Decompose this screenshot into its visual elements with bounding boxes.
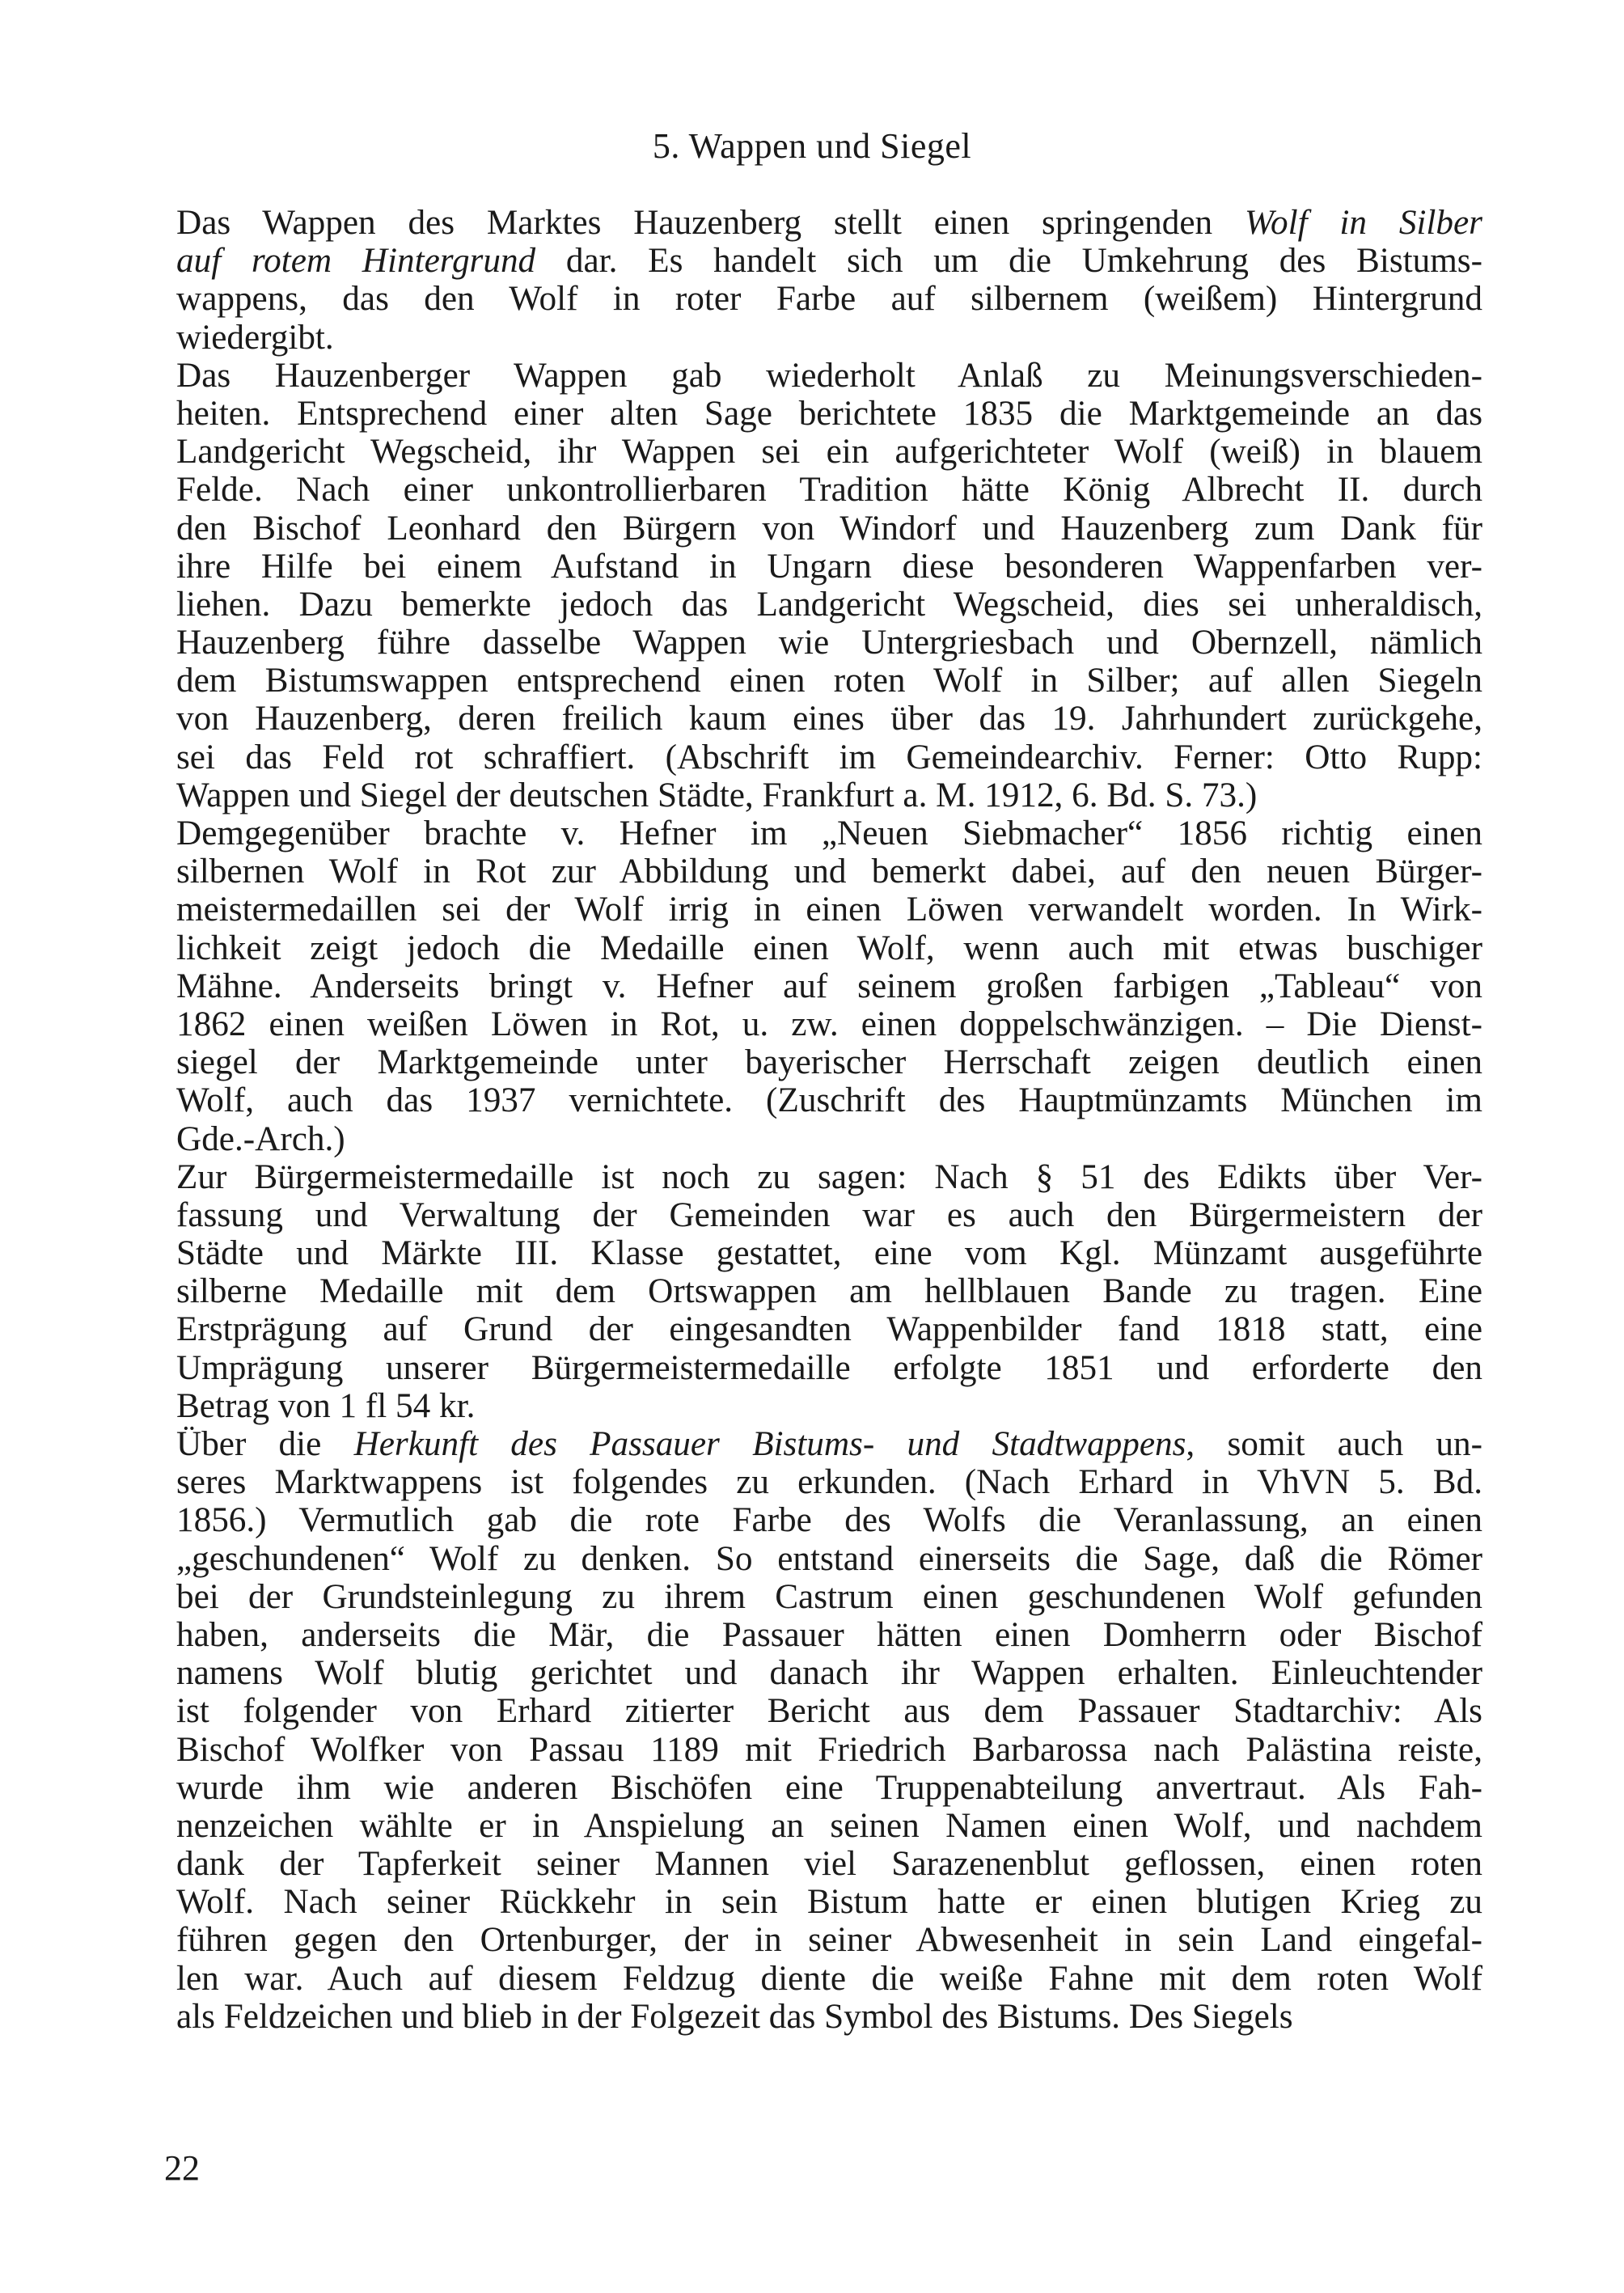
text-line: Das Hauzenberger Wappen gab wiederholt Anlaß zu Meinungsverschieden- (176, 356, 1482, 395)
text-line: Wolf, auch das 1937 vernichtete. (Zuschrift des Hauptmünzamts München im (176, 1081, 1482, 1120)
text-line: wiedergibt. (176, 318, 334, 357)
text-line: haben, anderseits die Mär, die Passauer hätten einen Domherrn oder Bischof (176, 1615, 1482, 1654)
text-line: Gde.-Arch.) (176, 1119, 345, 1158)
text-line: Landgericht Wegscheid, ihr Wappen sei ein aufgerichteter Wolf (weiß) in blauem (176, 433, 1482, 472)
text-line: von Hauzenberg, deren freilich kaum eines über das 19. Jahrhundert zurückgehe, (176, 700, 1482, 738)
text-line: namens Wolf blutig gerichtet und danach ihr Wappen erhalten. Einleuchtender (176, 1654, 1482, 1693)
body-text (176, 204, 1482, 2036)
text-line: Demgegenüber brachte v. Hefner im „Neuen Siebmacher“ 1856 richtig einen (176, 814, 1482, 852)
text-line: 1862 einen weißen Löwen in Rot, u. zw. einen doppelschwänzigen. – Die Dienst- (176, 1005, 1482, 1043)
section-heading: 5. Wappen und Siegel (652, 126, 972, 166)
text-line: Mähne. Anderseits bringt v. Hefner auf seinem großen farbigen „Tableau“ von (176, 967, 1482, 1005)
text-line: Hauzenberg führe dasselbe Wappen wie Untergriesbach und Obernzell, nämlich (176, 624, 1482, 662)
text-line: siegel der Marktgemeinde unter bayerischer Herrschaft zeigen deutlich einen (176, 1043, 1482, 1082)
text-line: liehen. Dazu bemerkte jedoch das Landgericht Wegscheid, dies sei unheraldisch, (176, 585, 1482, 624)
text-line: wurde ihm wie anderen Bischöfen eine Truppenabteilung anvertraut. Als Fah- (176, 1768, 1482, 1807)
text-line: 1856.) Vermutlich gab die rote Farbe des Wolfs die Veranlassung, an einen (176, 1501, 1482, 1540)
text-line: heiten. Entsprechend einer alten Sage berichtete 1835 die Marktgemeinde an das (176, 394, 1482, 433)
text-line: sei das Feld rot schraffiert. (Abschrift im Gemeindearchiv. Ferner: Otto Rupp: (176, 738, 1482, 776)
text-line: auf rotem Hintergrund dar. Es handelt sich um die Umkehrung des Bistums- (176, 242, 1482, 281)
text-line: den Bischof Leonhard den Bürgern von Windorf und Hauzenberg zum Dank für (176, 509, 1482, 548)
text-line: fassung und Verwaltung der Gemeinden war es auch den Bürgermeistern der (176, 1195, 1482, 1234)
text-line: lichkeit zeigt jedoch die Medaille einen Wolf, wenn auch mit etwas buschiger (176, 929, 1482, 967)
text-line: bei der Grundsteinlegung zu ihrem Castrum einen geschundenen Wolf gefunden (176, 1577, 1482, 1616)
text-line: Zur Bürgermeistermedaille ist noch zu sagen: Nach § 51 des Edikts über Ver- (176, 1157, 1482, 1196)
text-line: führen gegen den Ortenburger, der in seiner Abwesenheit in sein Land eingefal- (176, 1921, 1482, 1960)
paragraph (176, 357, 1482, 814)
text-line: nenzeichen wählte er in Anspielung an seinen Namen einen Wolf, und nachdem (176, 1806, 1482, 1845)
text-line: silberne Medaille mit dem Ortswappen am hellblauen Bande zu tragen. Eine (176, 1272, 1482, 1311)
paragraph (176, 1158, 1482, 1425)
paragraph (176, 1425, 1482, 2036)
text-line: Städte und Märkte III. Klasse gestattet, eine vom Kgl. Münzamt ausgeführte (176, 1234, 1482, 1273)
text-line: „geschundenen“ Wolf zu denken. So entstand einerseits die Sage, daß die Römer (176, 1539, 1482, 1578)
text-line: Betrag von 1 fl 54 kr. (176, 1386, 476, 1425)
text-line: Über die Herkunft des Passauer Bistums- und Stadtwappens, somit auch un- (176, 1425, 1482, 1463)
text-line: meistermedaillen sei der Wolf irrig in einen Löwen verwandelt worden. In Wirk- (176, 891, 1482, 929)
text-line: dank der Tapferkeit seiner Mannen viel Sarazenenblut geflossen, einen roten (176, 1845, 1482, 1884)
page-number: 22 (164, 2148, 200, 2188)
text-line: ihre Hilfe bei einem Aufstand in Ungarn diese besonderen Wappenfarben ver- (176, 547, 1482, 586)
text-line: als Feldzeichen und blieb in der Folgezeit das Symbol des Bistums. Des Siegels (176, 1997, 1293, 2036)
text-line: Erstprägung auf Grund der eingesandten Wappenbilder fand 1818 statt, eine (176, 1310, 1482, 1349)
paragraph (176, 814, 1482, 1158)
text-line: ist folgender von Erhard zitierter Bericht aus dem Passauer Stadtarchiv: Als (176, 1692, 1482, 1731)
text-line: dem Bistumswappen entsprechend einen roten Wolf in Silber; auf allen Siegeln (176, 662, 1482, 700)
text-line: silbernen Wolf in Rot zur Abbildung und bemerkt dabei, auf den neuen Bürger- (176, 852, 1482, 891)
text-line: len war. Auch auf diesem Feldzug diente die weiße Fahne mit dem roten Wolf (176, 1959, 1482, 1998)
paragraph (176, 204, 1482, 357)
text-line: Wolf. Nach seiner Rückkehr in sein Bistum hatte er einen blutigen Krieg zu (176, 1883, 1482, 1922)
text-line: wappens, das den Wolf in roter Farbe auf silbernem (weißem) Hintergrund (176, 280, 1482, 319)
text-line: Wappen und Siegel der deutschen Städte, Frankfurt a. M. 1912, 6. Bd. S. 73.) (176, 776, 1258, 814)
text-line: Bischof Wolfker von Passau 1189 mit Friedrich Barbarossa nach Palästina reiste, (176, 1730, 1482, 1769)
text-line: seres Marktwappens ist folgendes zu erkunden. (Nach Erhard in VhVN 5. Bd. (176, 1463, 1482, 1502)
text-line: Felde. Nach einer unkontrollierbaren Tradition hätte König Albrecht II. durch (176, 471, 1482, 510)
text-line: Das Wappen des Marktes Hauzenberg stellt einen springenden Wolf in Silber (176, 204, 1482, 242)
text-line: Umprägung unserer Bürgermeistermedaille erfolgte 1851 und erforderte den (176, 1348, 1482, 1387)
